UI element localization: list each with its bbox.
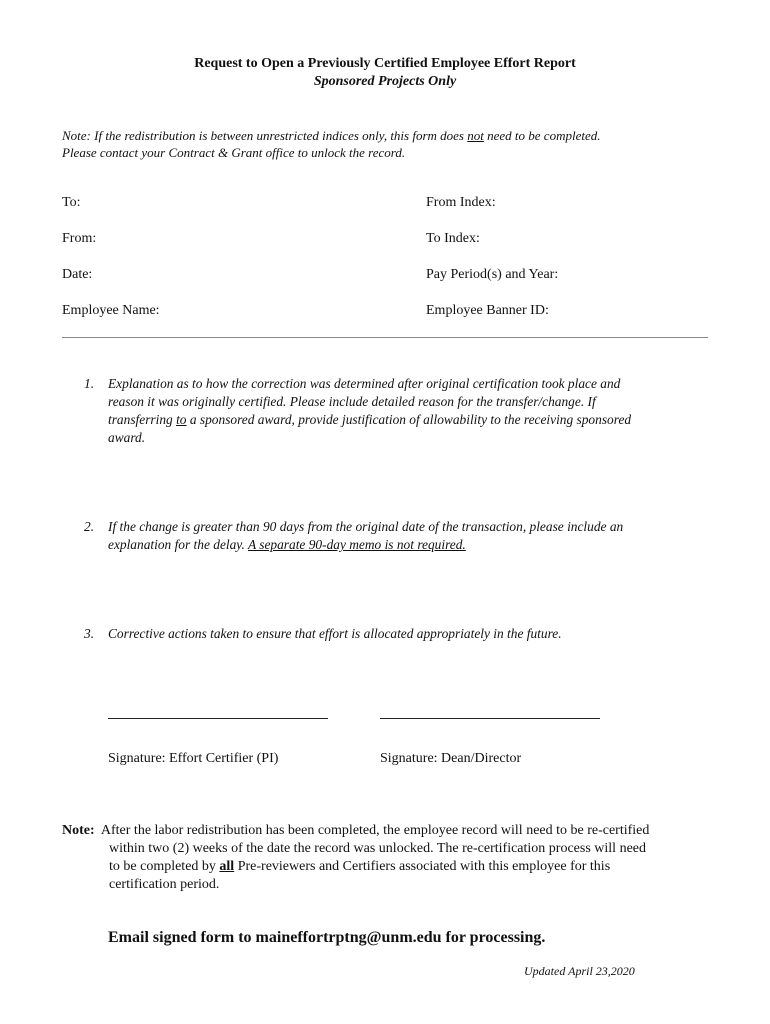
item-2-number: 2. bbox=[84, 519, 95, 534]
item-3: 3. Corrective actions taken to ensure that effort is allocated appropriately in the future. bbox=[84, 626, 562, 641]
pay-period-field-label: Pay Period(s) and Year: bbox=[426, 267, 559, 282]
item-3-number: 3. bbox=[84, 626, 95, 641]
intro-note-line-2: Please contact your Contract & Grant office to unlock the record. bbox=[62, 145, 406, 160]
emphasis-not: not bbox=[467, 128, 484, 143]
form-subtitle: Sponsored Projects Only bbox=[313, 74, 457, 89]
updated-date: Updated April 23,2020 bbox=[524, 964, 635, 978]
form-title: Request to Open a Previously Certified Employee Effort Report bbox=[194, 56, 576, 71]
to-field-label: To: bbox=[62, 195, 81, 210]
email-instruction: Email signed form to maineffortrptng@unm.edu for processing. bbox=[108, 929, 546, 946]
intro-note-line-1: Note: If the redistribution is between unrestricted indices only, this form does not need to be completed. bbox=[62, 128, 601, 143]
emphasis-all: all bbox=[219, 859, 235, 874]
section-divider bbox=[62, 337, 708, 338]
signature-label-dean-director: Signature: Dean/Director bbox=[380, 751, 522, 766]
employee-name-field-label: Employee Name: bbox=[62, 303, 160, 318]
from-index-field-label: From Index: bbox=[426, 195, 496, 210]
item-2: 2. If the change is greater than 90 days from the original date of the transaction, please include an explanation for the delay. A separate 90-day memo is not required. bbox=[84, 519, 624, 552]
bottom-note: Note: After the labor redistribution has been completed, the employee record will need to be re-certified within two (2) weeks of the date the record was unlocked. The re-certification process will need to be completed by all Pre-reviewers and Certifiers associated with this employee for this certification period. bbox=[62, 823, 650, 892]
to-index-field-label: To Index: bbox=[426, 231, 480, 246]
employee-banner-id-field-label: Employee Banner ID: bbox=[426, 303, 549, 318]
from-field-label: From: bbox=[62, 231, 97, 246]
note-lead: Note: bbox=[62, 823, 95, 838]
item-1: 1. Explanation as to how the correction was determined after original certification took place and reason it was originally certified. Please include detailed reason for the transfer/change. If transferring to a sponsored award, provide justification of allowability to the receiving sponsored award. bbox=[84, 376, 632, 445]
date-field-label: Date: bbox=[62, 267, 93, 282]
intro-note bbox=[62, 127, 722, 161]
item-1-number: 1. bbox=[84, 376, 95, 391]
memo-not-required-note: A separate 90-day memo is not required. bbox=[247, 537, 466, 552]
signature-line-dean-director[interactable] bbox=[380, 718, 600, 719]
emphasis-to: to bbox=[176, 412, 187, 427]
signature-label-effort-certifier: Signature: Effort Certifier (PI) bbox=[108, 751, 279, 766]
signature-line-effort-certifier[interactable] bbox=[108, 718, 328, 719]
